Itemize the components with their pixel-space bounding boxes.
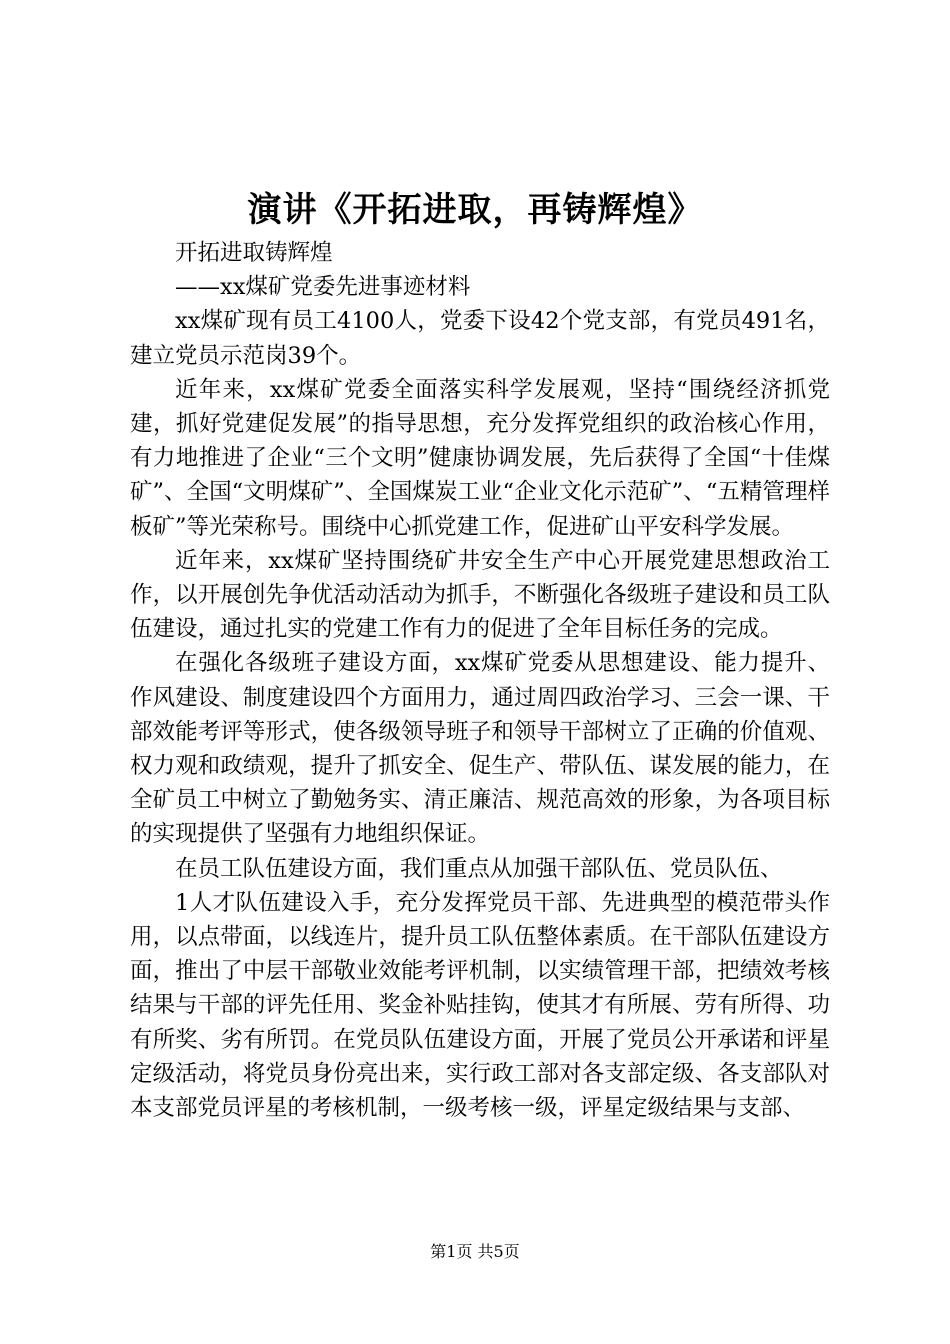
page-number-footer: 第1页 共5页 [430, 1242, 520, 1261]
document-title: 演讲《开拓进取，再铸辉煌》 [247, 190, 703, 230]
body-paragraph: xx煤矿现有员工4100人，党委下设42个党支部，有党员491名，建立党员示范岗39个。 [130, 308, 830, 369]
body-paragraph: 在员工队伍建设方面，我们重点从加强干部队伍、党员队伍、 [175, 855, 783, 882]
body-paragraph: 近年来，xx煤矿党委全面落实科学发展观，坚持“围绕经济抓党建，抓好党建促发展”的指导思想，充分发挥党组织的政治核心作用，有力地推进了企业“三个文明”健康协调发展，先后获得了全国“十佳煤矿”、全国“文明煤矿”、全国煤炭工业“企业文化示范矿”、“五精管理样板矿”等光荣称号。围绕中心抓党建工作，促进矿山平安科学发展。 [130, 376, 830, 540]
body-paragraph: 近年来，xx煤矿坚持围绕矿井安全生产中心开展党建思想政治工作，以开展创先争优活动活动为抓手，不断强化各级班子建设和员工队伍建设，通过扎实的党建工作有力的促进了全年目标任务的完成。 [130, 547, 830, 643]
body-paragraph: 1人才队伍建设入手，充分发挥党员干部、先进典型的模范带头作用，以点带面，以线连片，提升员工队伍整体素质。在干部队伍建设方面，推出了中层干部敬业效能考评机制，以实绩管理干部，把绩效考核结果与干部的评先任用、奖金补贴挂钩，使其才有所展、劳有所得、功有所奖、劣有所罚。在党员队伍建设方面，开展了党员公开承诺和评星定级活动，将党员身份亮出来，实行政工部对各支部定级、各支部队对本支部党员评星的考核机制，一级考核一级，评星定级结果与支部、 [130, 889, 830, 1122]
subtitle-line: 开拓进取铸辉煌 [175, 240, 333, 266]
body-paragraph: 在强化各级班子建设方面，xx煤矿党委从思想建设、能力提升、作风建设、制度建设四个方面用力，通过周四政治学习、三会一课、干部效能考评等形式，使各级领导班子和领导干部树立了正确的价值观、权力观和政绩观，提升了抓安全、促生产、带队伍、谋发展的能力，在全矿员工中树立了勤勉务实、清正廉洁、规范高效的形象，为各项目标的实现提供了坚强有力地组织保证。 [130, 650, 830, 848]
subtitle-line: ——xx煤矿党委先进事迹材料 [175, 274, 471, 301]
document-body [130, 236, 830, 1125]
